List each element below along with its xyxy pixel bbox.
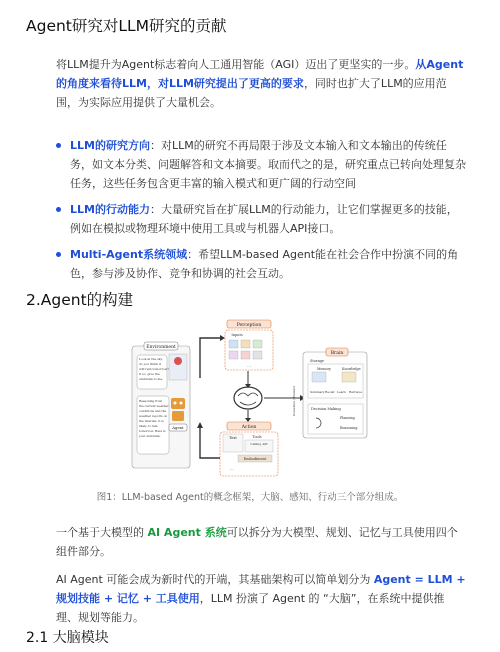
arrow-to-env — [200, 428, 220, 458]
intro-emphasis: 从Agent的角度来看待LLM，对LLM研究提出了更高的要求 — [56, 58, 464, 90]
agent-label: Agent — [172, 425, 184, 430]
svg-text:Storage: Storage — [310, 359, 324, 363]
svg-text:Tools: Tools — [252, 435, 262, 439]
svg-text:...: ... — [230, 466, 234, 471]
svg-text:Text: Text — [229, 436, 237, 440]
contribution-list — [56, 136, 466, 290]
section-title-agent-construction: 2.Agent的构建 — [26, 291, 134, 309]
agent-reply-text: Reasoning from the current weather conditions and the weather reports on the internet, it is likely to rain tomorrow. Here is your umbrella. — [139, 399, 169, 438]
agent-architecture-paragraph: AI Agent 可能会成为新时代的开端，其基础架构可以简单划分为 Agent = LLM + 规划技能 + 记忆 + 工具使用，LLM 扮演了 Agent 的 “大脑”，在系统中提供推理、规划等能力。 — [56, 573, 466, 624]
agent-framework-figure — [130, 318, 370, 478]
list-item: LLM的研究方向：对LLM的研究不再局限于涉及文本输入和文本输出的传统任务，如文本分类、问题解答和文本摘要。取而代之的是，研究重点已转向处理复杂任务，这些任务包含更丰富的输入模式和更广阔的行动空间 — [56, 136, 466, 193]
brain-label: Brain — [330, 351, 344, 356]
svg-text:Recall: Recall — [325, 390, 335, 394]
agent-system-paragraph: 一个基于大模型的 AI Agent 系统可以拆分为大模型、规划、记忆与工具使用四个组件部分。 — [56, 526, 458, 558]
svg-text:Calling API: Calling API — [250, 442, 268, 446]
svg-text:Retrieve: Retrieve — [349, 390, 362, 394]
brain-icon — [234, 387, 262, 409]
svg-text:Learn: Learn — [337, 390, 346, 394]
figure-caption: 图1：LLM-based Agent的概念框架，大脑、感知、行动三个部分组成。 — [96, 492, 404, 503]
svg-text:Reasoning: Reasoning — [340, 426, 358, 430]
environment-label: Environment — [146, 345, 176, 350]
action-label: Action — [241, 425, 257, 430]
svg-text:Summary: Summary — [310, 390, 325, 394]
svg-text:Memory: Memory — [317, 367, 331, 371]
svg-text:Knowledge: Knowledge — [342, 367, 361, 371]
env-question-text: Look at the sky, do you think it will rain tomorrow? If so, give the umbrella to me. — [139, 357, 169, 381]
svg-text:Decision Making: Decision Making — [311, 407, 341, 411]
svg-text:Generalize / Transfer: Generalize / Transfer — [292, 385, 296, 416]
person-icon — [174, 357, 182, 365]
agent-formula-emphasis: Agent = LLM + 规划技能 + 记忆 + 工具使用 — [56, 573, 466, 605]
perception-label: Perception — [236, 323, 262, 328]
svg-text:Planning: Planning — [340, 416, 355, 420]
intro-paragraph: 将LLM提升为Agent标志着向人工通用智能（AGI）迈出了更坚实的一步。从Agent的角度来看待LLM，对LLM研究提出了更高的要求，同时也扩大了LLM的应用范围，为实际应用提供了大量机会。 — [56, 58, 464, 109]
section-title-contribution: Agent研究对LLM研究的贡献 — [26, 17, 227, 35]
arrow-to-perception — [200, 338, 220, 378]
svg-text:Embodiment: Embodiment — [243, 457, 267, 461]
agent-system-emphasis: AI Agent 系统 — [147, 526, 227, 539]
inputs-label: Inputs — [231, 333, 243, 337]
svg-text:...: ... — [247, 363, 251, 368]
list-item: Multi-Agent系统领域：希望LLM-based Agent能在社会合作中扮演不同的角色，参与涉及协作、竞争和协调的社会互动。 — [56, 245, 466, 283]
list-item: LLM的行动能力：大量研究旨在扩展LLM的行动能力，让它们掌握更多的技能，例如在模拟或物理环境中使用工具或与机器人API接口。 — [56, 200, 466, 238]
section-title-brain-module: 2.1 大脑模块 — [26, 630, 109, 646]
